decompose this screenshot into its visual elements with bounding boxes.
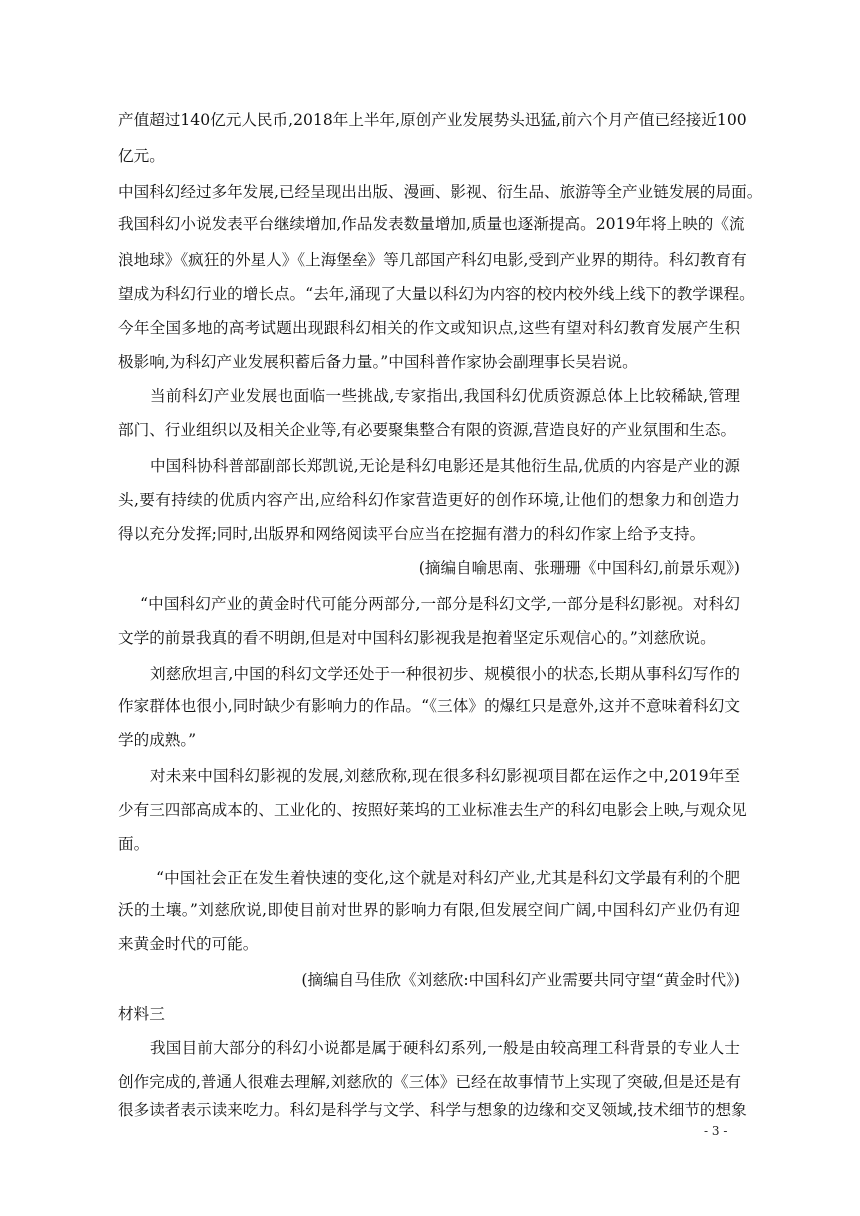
text-line: 来黄金时代的可能。 xyxy=(118,935,259,953)
text-line: 面。 xyxy=(118,835,150,853)
paragraph-first-line: 当前科幻产业发展也面临一些挑战,专家指出,我国科幻优质资源总体上比较稀缺,管理 xyxy=(150,387,740,405)
text-line: 创作完成的,普通人很难去理解,刘慈欣的《三体》已经在故事情节上实现了突破,但是还是有 xyxy=(118,1073,742,1091)
page-number: - 3 - xyxy=(704,1124,728,1138)
source-citation: (摘编自喻思南、张珊珊《中国科幻,前景乐观》) xyxy=(418,559,740,577)
text-line: 极影响,为科幻产业发展积蓄后备力量。”中国科普作家协会副理事长吴岩说。 xyxy=(118,353,638,371)
text-line: 很多读者表示读来吃力。科幻是科学与文学、科学与想象的边缘和交叉领域,技术细节的想象 xyxy=(118,1101,747,1119)
text-line: 学的成熟。” xyxy=(118,731,197,749)
text-line: 部门、行业组织以及相关企业等,有必要聚集整合有限的资源,营造良好的产业氛围和生态。 xyxy=(118,421,737,439)
text-line: 我国科幻小说发表平台继续增加,作品发表数量增加,质量也逐渐提高。2019年将上映的《流 xyxy=(118,215,745,233)
section-heading: 材料三 xyxy=(118,1005,165,1023)
source-citation: (摘编自马佳欣《刘慈欣:中国科幻产业需要共同守望“黄金时代》) xyxy=(301,971,740,989)
text-line: 亿元。 xyxy=(118,147,165,165)
text-line: 沃的土壤。”刘慈欣说,即使目前对世界的影响力有限,但发展空间广阔,中国科幻产业仍有迎 xyxy=(118,901,740,919)
text-line: 少有三四部高成本的、工业化的、按照好莱坞的工业标准去生产的科幻电影会上映,与观众见 xyxy=(118,801,747,819)
paragraph-first-line: 我国目前大部分的科幻小说都是属于硬科幻系列,一般是由较高理工科背景的专业人士 xyxy=(150,1039,740,1057)
text-line: 浪地球》《疯狂的外星人》《上海堡垒》等几部国产科幻电影,受到产业界的期待。科幻教育有 xyxy=(118,251,747,269)
paragraph-first-line: 对未来中国科幻影视的发展,刘慈欣称,现在很多科幻影视项目都在运作之中,2019年至 xyxy=(150,767,740,785)
text-line: 望成为科幻行业的增长点。“去年,涌现了大量以科幻为内容的校内校外线上线下的教学课程。 xyxy=(118,285,755,303)
paragraph-first-line: “中国社会正在发生着快速的变化,这个就是对科幻产业,尤其是科幻文学最有利的个肥 xyxy=(156,869,740,887)
text-line: 作家群体也很小,同时缺少有影响力的作品。“《三体》的爆红只是意外,这并不意味着科幻文 xyxy=(118,697,740,715)
text-line: 今年全国多地的高考试题出现跟科幻相关的作文或知识点,这些有望对科幻教育发展产生积 xyxy=(118,319,740,337)
text-line: 产值超过140亿元人民币,2018年上半年,原创产业发展势头迅猛,前六个月产值已经接近100 xyxy=(118,111,747,129)
paragraph-first-line: 中国科协科普部副部长郑凯说,无论是科幻电影还是其他衍生品,优质的内容是产业的源 xyxy=(150,457,740,475)
text-line: 头,要有持续的优质内容产出,应给科幻作家营造更好的创作环境,让他们的想象力和创造力 xyxy=(118,491,740,509)
text-line: 中国科幻经过多年发展,已经呈现出出版、漫画、影视、衍生品、旅游等全产业链发展的局面。 xyxy=(118,183,763,201)
paragraph-first-line: “中国科幻产业的黄金时代可能分两部分,一部分是科幻文学,一部分是科幻影视。对科幻 xyxy=(140,595,740,613)
text-line: 文学的前景我真的看不明朗,但是对中国科幻影视我是抱着坚定乐观信心的。”刘慈欣说。 xyxy=(118,629,716,647)
text-line: 得以充分发挥;同时,出版界和网络阅读平台应当在挖掘有潜力的科幻作家上给予支持。 xyxy=(118,525,706,543)
paragraph-first-line: 刘慈欣坦言,中国的科幻文学还处于一种很初步、规模很小的状态,长期从事科幻写作的 xyxy=(150,665,740,683)
